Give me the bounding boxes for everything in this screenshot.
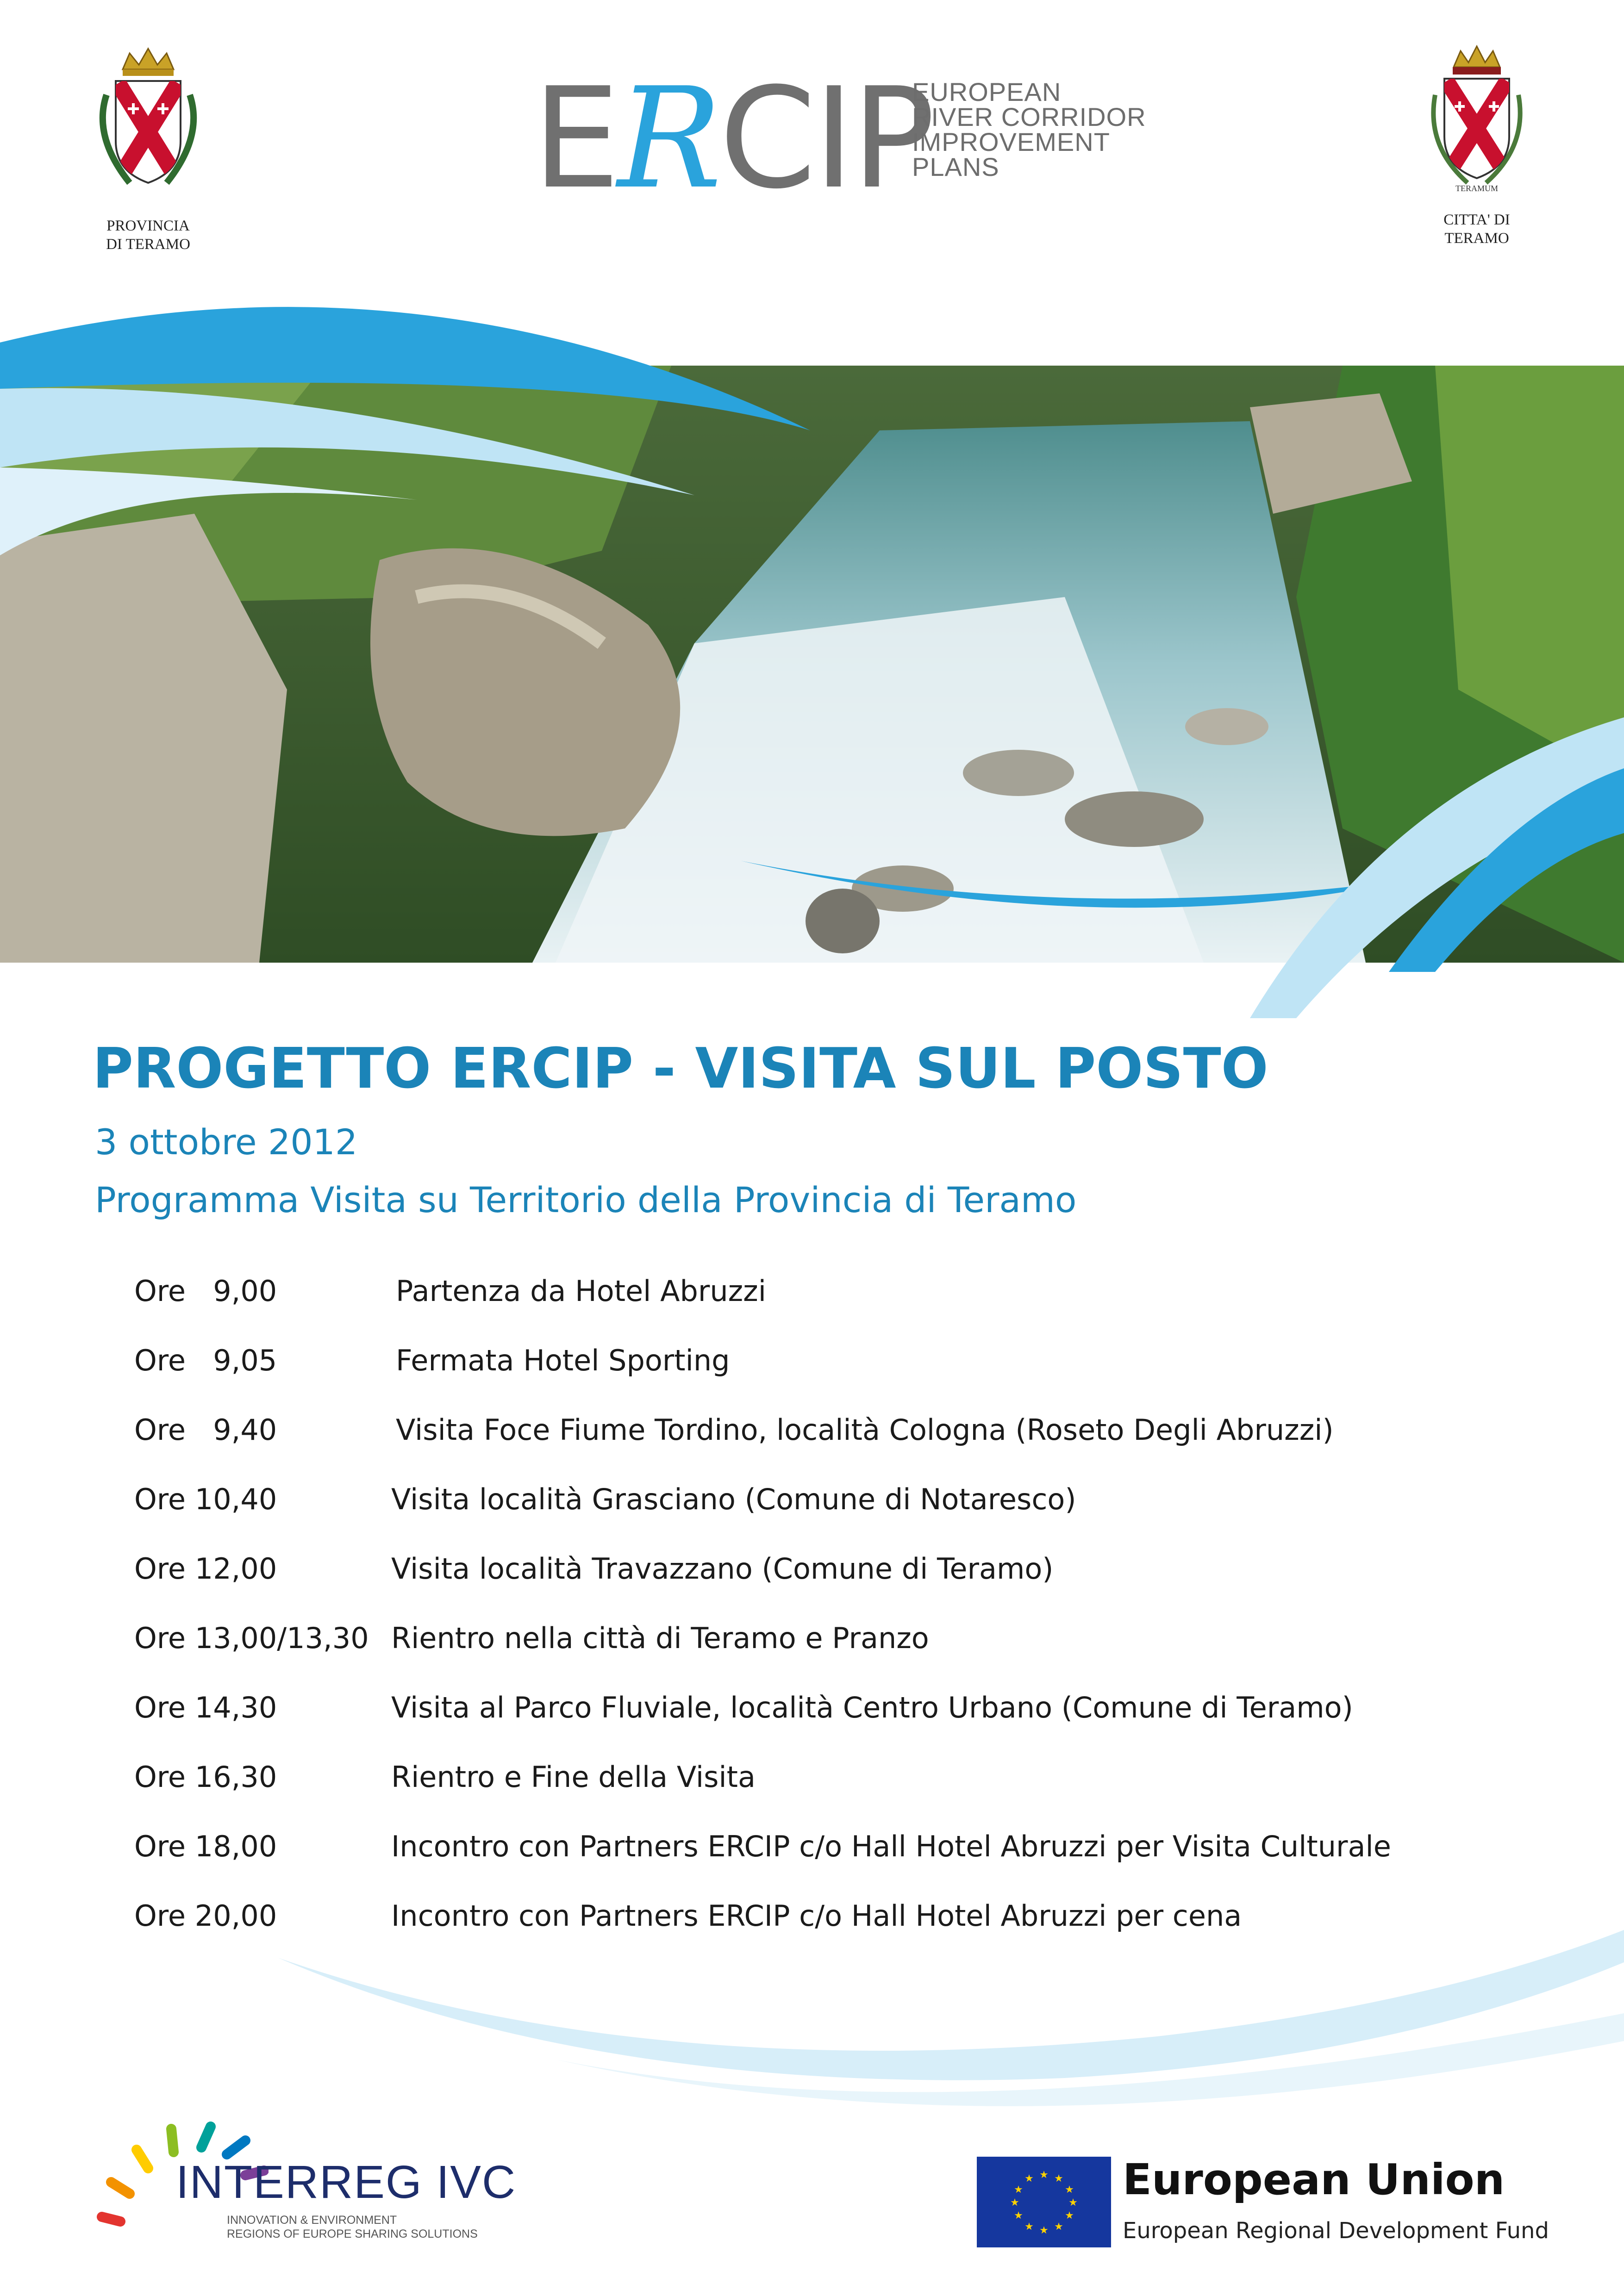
blue-swoosh-decoration: [0, 278, 1624, 1018]
page-title: PROGETTO ERCIP - VISITA SUL POSTO: [93, 1037, 1268, 1101]
eu-subtitle: European Regional Development Fund: [1123, 2218, 1549, 2244]
schedule-time: Ore 18,00: [134, 1829, 277, 1863]
ercip-tagline-line: IMPROVEMENT: [912, 127, 1110, 156]
provincia-caption: [79, 217, 218, 254]
event-date: 3 ottobre 2012: [95, 1121, 358, 1163]
ercip-tagline-line: PLANS: [912, 152, 999, 181]
page-subtitle: Programma Visita su Territorio della Provincia di Teramo: [95, 1179, 1077, 1220]
ercip-tagline-line: RIVER CORRIDOR: [912, 102, 1146, 131]
schedule-row: [134, 1546, 1523, 1615]
svg-text:★: ★: [1039, 2169, 1049, 2181]
interreg-tagline: [227, 2213, 478, 2241]
schedule-row: [134, 1268, 1523, 1338]
schedule-description: Incontro con Partners ERCIP c/o Hall Hotel Abruzzi per cena: [391, 1899, 1242, 1933]
ercip-logo-r: R: [617, 58, 719, 219]
svg-text:★: ★: [1065, 2184, 1074, 2196]
schedule-description: Rientro e Fine della Visita: [391, 1760, 756, 1794]
eu-title: European Union: [1123, 2155, 1505, 2204]
provincia-caption-line1: PROVINCIA: [106, 218, 190, 234]
provincia-teramo-crest-icon: [79, 44, 218, 201]
svg-text:★: ★: [1024, 2173, 1034, 2184]
schedule-description: Visita località Travazzano (Comune di Teramo): [391, 1552, 1054, 1586]
schedule-time: Ore 9,40: [134, 1413, 277, 1447]
schedule-row: [134, 1615, 1523, 1685]
schedule-time: Ore 20,00: [134, 1899, 277, 1933]
schedule-time: Ore 12,00: [134, 1552, 277, 1586]
schedule-description: Visita località Grasciano (Comune di Notaresco): [391, 1482, 1076, 1516]
schedule-list: [134, 1268, 1523, 1962]
schedule-time: Ore 10,40: [134, 1482, 277, 1516]
ercip-tagline-line: EUROPEAN: [912, 77, 1062, 106]
interreg-tagline-line: REGIONS OF EUROPE SHARING SOLUTIONS: [227, 2228, 478, 2240]
schedule-row: [134, 1823, 1523, 1893]
citta-teramo-crest-icon: [1417, 44, 1537, 201]
schedule-row: [134, 1407, 1523, 1476]
svg-text:★: ★: [1068, 2197, 1078, 2209]
schedule-row: [134, 1685, 1523, 1754]
schedule-description: Rientro nella città di Teramo e Pranzo: [391, 1621, 929, 1655]
interreg-name: INTERREG IVC: [176, 2156, 517, 2208]
svg-text:★: ★: [1024, 2221, 1034, 2233]
ercip-logo: [532, 58, 933, 219]
schedule-description: Fermata Hotel Sporting: [396, 1344, 730, 1377]
svg-text:★: ★: [1065, 2210, 1074, 2221]
schedule-description: Visita al Parco Fluviale, località Centro Urbano (Comune di Teramo): [391, 1691, 1353, 1724]
schedule-time: Ore 13,00/13,30: [134, 1621, 369, 1655]
svg-text:★: ★: [1054, 2221, 1063, 2233]
schedule-row: [134, 1754, 1523, 1823]
ercip-logo-e: E: [532, 58, 618, 219]
schedule-time: Ore 9,00: [134, 1274, 277, 1308]
schedule-description: Incontro con Partners ERCIP c/o Hall Hotel Abruzzi per Visita Culturale: [391, 1829, 1391, 1863]
seal-text: TERAMUM: [1455, 184, 1499, 193]
schedule-description: Partenza da Hotel Abruzzi: [396, 1274, 766, 1308]
schedule-time: Ore 9,05: [134, 1344, 277, 1377]
svg-text:★: ★: [1014, 2210, 1023, 2221]
svg-text:★: ★: [1039, 2225, 1049, 2236]
citta-caption-line1: CITTA' DI: [1443, 212, 1510, 228]
ercip-tagline: [912, 77, 1146, 181]
provincia-caption-line2: DI TERAMO: [106, 236, 190, 253]
svg-text:★: ★: [1010, 2197, 1019, 2209]
schedule-description: Visita Foce Fiume Tordino, località Cologna (Roseto Degli Abruzzi): [396, 1413, 1334, 1447]
schedule-time: Ore 16,30: [134, 1760, 277, 1794]
schedule-row: [134, 1338, 1523, 1407]
ercip-logo-cip: CIP: [719, 58, 933, 219]
schedule-row: [134, 1476, 1523, 1546]
svg-text:★: ★: [1014, 2184, 1023, 2196]
svg-text:★: ★: [1054, 2173, 1063, 2184]
eu-flag-icon: [977, 2157, 1111, 2247]
citta-caption: [1407, 211, 1546, 248]
citta-caption-line2: TERAMO: [1444, 230, 1509, 247]
interreg-tagline-line: INNOVATION & ENVIRONMENT: [227, 2214, 397, 2227]
schedule-time: Ore 14,30: [134, 1691, 277, 1724]
